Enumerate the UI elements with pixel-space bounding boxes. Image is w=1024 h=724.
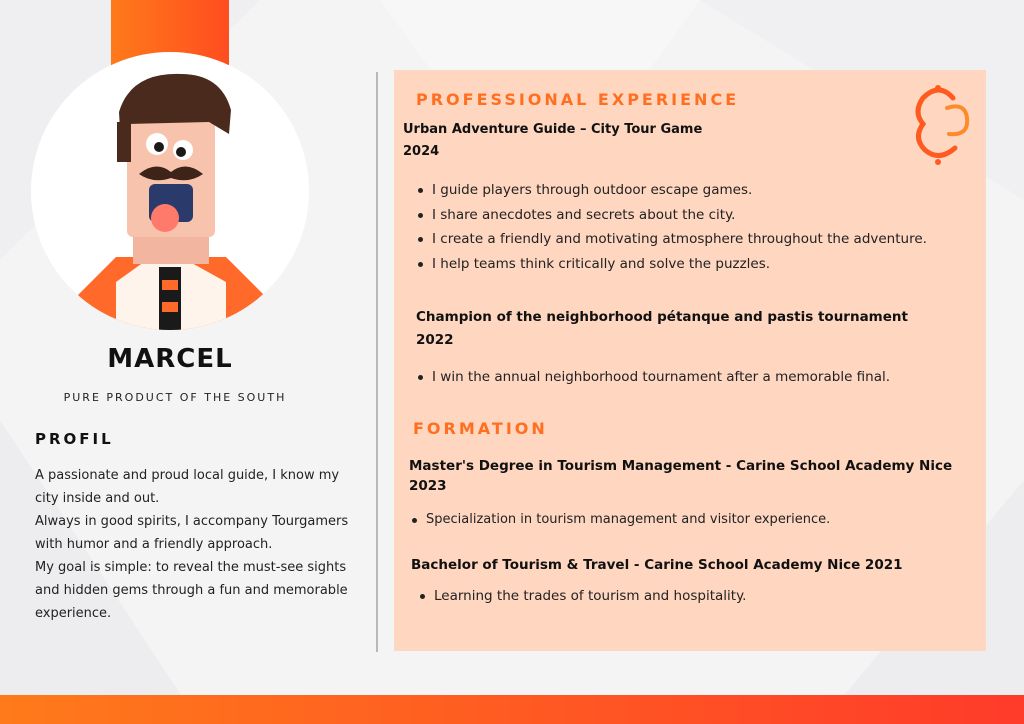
profile-paragraph: A passionate and proud local guide, I know my city inside and out. <box>35 468 340 506</box>
job-year: 2024 <box>403 144 440 159</box>
job-year: 2022 <box>416 332 454 348</box>
profile-paragraph: Always in good spirits, I accompany Tourgamers with humor and a friendly approach. <box>35 514 349 552</box>
avatar-illustration <box>31 52 309 330</box>
profile-name: MARCEL <box>107 344 233 374</box>
list-item: I create a friendly and motivating atmosphere throughout the adventure. <box>416 227 927 252</box>
job-bullets <box>416 178 927 276</box>
profile-description <box>35 464 365 625</box>
list-item: I win the annual neighborhood tournament after a memorable final. <box>416 365 890 390</box>
degree-year: 2023 <box>409 478 447 494</box>
degree-bullets <box>418 584 746 609</box>
job-bullets <box>416 365 890 390</box>
profile-paragraph: My goal is simple: to reveal the must-see sights and hidden gems through a fun and memorable experience. <box>35 560 348 621</box>
bottom-accent-bar <box>0 695 1024 724</box>
experience-section-title: PROFESSIONAL EXPERIENCE <box>416 90 740 109</box>
brand-logo-icon <box>909 78 975 168</box>
degree-title: Bachelor of Tourism & Travel - Carine School Academy Nice 2021 <box>411 557 903 573</box>
list-item: Learning the trades of tourism and hospitality. <box>418 584 746 609</box>
list-item: I help teams think critically and solve the puzzles. <box>416 252 927 277</box>
content-panel <box>394 70 986 651</box>
degree-title: Master's Degree in Tourism Management - Carine School Academy Nice <box>409 458 953 474</box>
list-item: I share anecdotes and secrets about the city. <box>416 203 927 228</box>
profile-tagline: PURE PRODUCT OF THE SOUTH <box>63 391 287 404</box>
degree-bullets <box>410 508 830 533</box>
job-title: Urban Adventure Guide – City Tour Game <box>403 122 703 137</box>
job-title: Champion of the neighborhood pétanque and pastis tournament <box>416 309 908 325</box>
list-item: I guide players through outdoor escape games. <box>416 178 927 203</box>
avatar <box>31 52 309 330</box>
profile-section-title: PROFIL <box>35 430 114 448</box>
list-item: Specialization in tourism management and visitor experience. <box>410 508 830 533</box>
column-divider <box>376 72 378 652</box>
formation-section-title: FORMATION <box>413 419 548 438</box>
